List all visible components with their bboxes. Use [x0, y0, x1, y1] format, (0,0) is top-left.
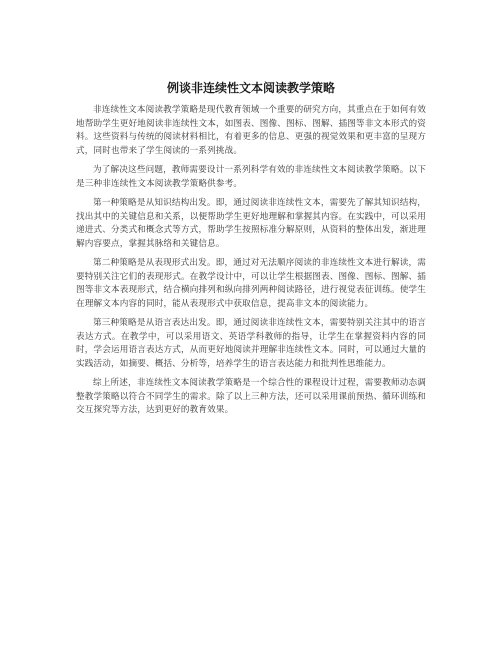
paragraph-strategy-one: 第一种策略是从知识结构出发。即，通过阅读非连续性文本，需要先了解其知识结构，找出其中的关键信息和关系，以便帮助学生更好地理解和掌握其内容。在实践中，可以采用递进式、分类式和概念式等方式，帮助学生按照标准分解原则，从资料的整体出发，渐进理解内容要点，掌握其脉络和关键信息。	[76, 198, 426, 249]
document-body	[76, 104, 426, 424]
paragraph-strategy-two: 第二种策略是从表现形式出发。即，通过对无法顺序阅读的非连续性文本进行解读，需要特别关注它们的表现形式。在教学设计中，可以让学生根据图表、图像、图标、图解、插图等非文本表现形式，结合横向排列和纵向排列两种阅读路径，进行视觉表征训练。使学生在理解文本内容的同时，能从表现形式中获取信息，提高非文本的阅读能力。	[76, 258, 426, 309]
document-title: 例谈非连续性文本阅读教学策略	[166, 81, 335, 95]
paragraph-conclusion: 综上所述，非连续性文本阅读教学策略是一个综合性的课程设计过程，需要教师动态调整教学策略以符合不同学生的需求。除了以上三种方法，还可以采用课前预热、循环训练和交互探究等方法，达到更好的教育效果。	[76, 378, 426, 415]
paragraph-overview: 为了解决这些问题，教师需要设计一系列科学有效的非连续性文本阅读教学策略。以下是三种非连续性文本阅读教学策略供参考。	[76, 165, 426, 189]
paragraph-intro: 非连续性文本阅读教学策略是现代教育领域一个重要的研究方向，其重点在于如何有效地帮助学生更好地阅读非连续性文本，如图表、图像、图标、图解、插图等非文本形式的资料。这些资料与传统的阅读材料相比，有着更多的信息、更强的视觉效果和更丰富的呈现方式，同时也带来了学生阅读的一系列挑战。	[76, 105, 426, 156]
paragraph-strategy-three: 第三种策略是从语言表达出发。即，通过阅读非连续性文本，需要特别关注其中的语言表达方式。在教学中，可以采用语文、英语学科教师的指导，让学生在掌握资料内容的同时，学会运用语言表达方式，从而更好地阅读并理解非连续性文本。同时，可以通过大量的实践活动，如摘要、概括、分析等，培养学生的语言表达能力和批判性思维能力。	[76, 318, 426, 369]
